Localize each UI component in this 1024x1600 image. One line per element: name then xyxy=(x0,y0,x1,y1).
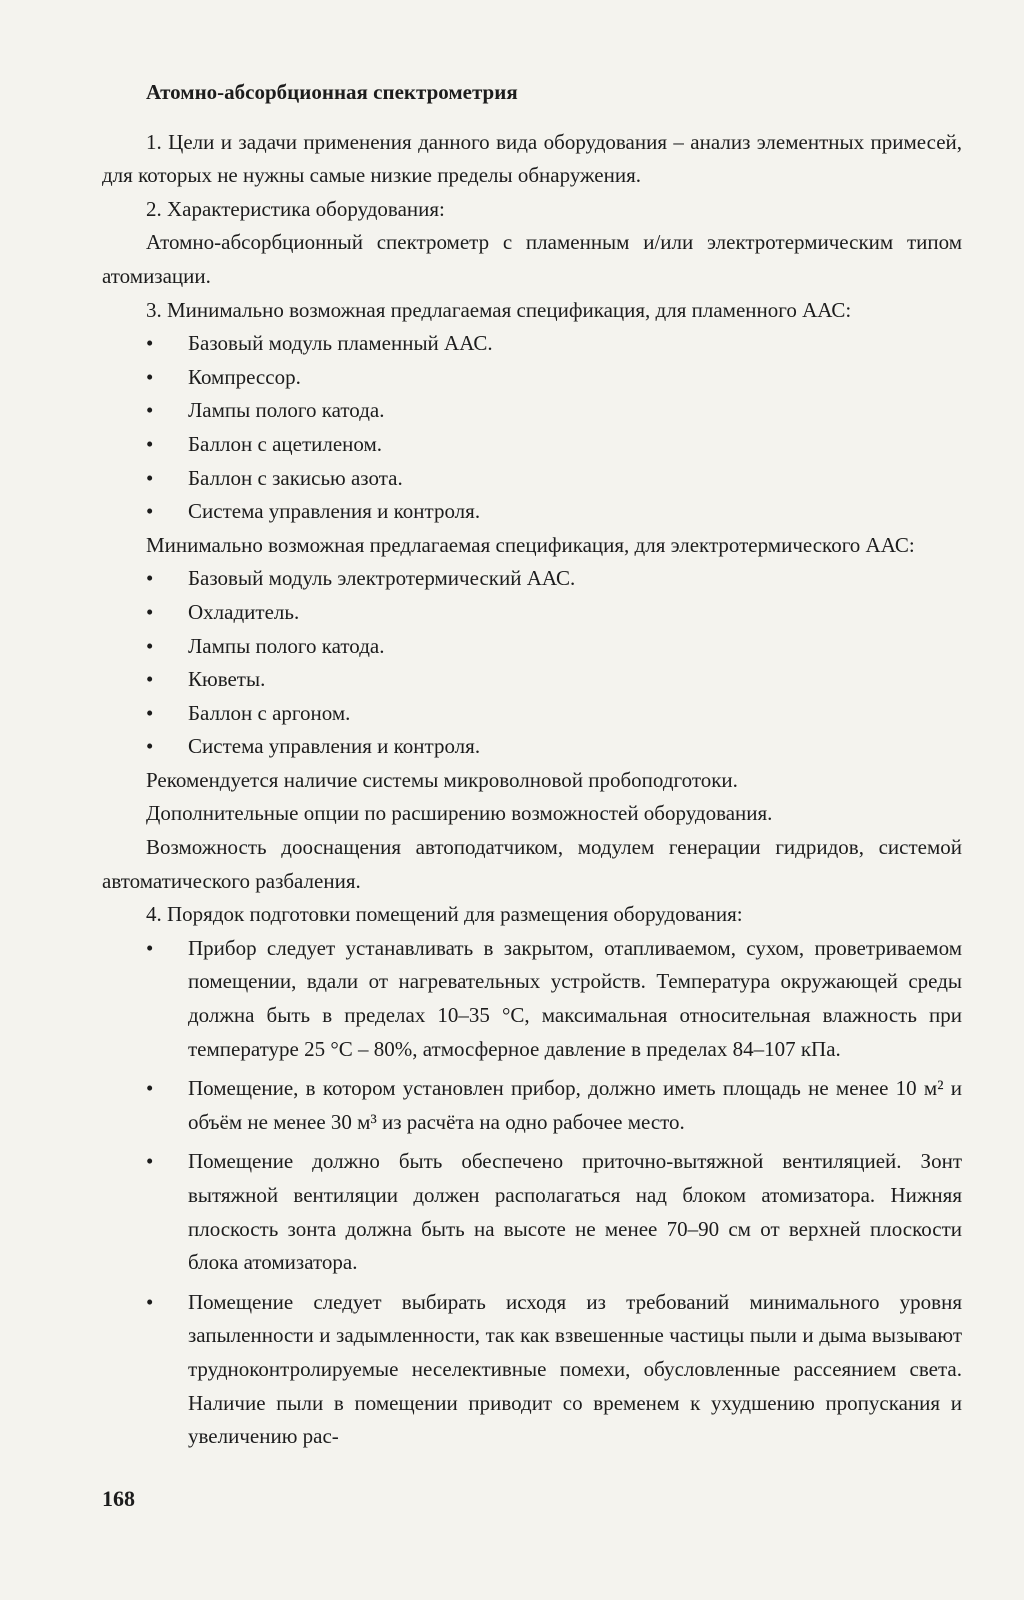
electro-spec-list xyxy=(102,562,962,764)
list-item: • Система управления и контроля. xyxy=(188,495,962,529)
list-item: • Охладитель. xyxy=(188,596,962,630)
list-item: • Баллон с закисью азота. xyxy=(188,462,962,496)
section-title: Атомно-абсорбционная спектрометрия xyxy=(146,80,518,104)
list-item: • Лампы полого катода. xyxy=(188,630,962,664)
list-item: • Лампы полого катода. xyxy=(188,394,962,428)
paragraph-goals: 1. Цели и задачи применения данного вида оборудования – анализ элементных примесей, для которых не нужны самые низкие пределы обнаружения. xyxy=(102,129,962,188)
list-item: • Баллон с ацетиленом. xyxy=(188,428,962,462)
list-item: • Базовый модуль пламенный ААС. xyxy=(188,327,962,361)
paragraph-characteristics-heading: 2. Характеристика оборудования: xyxy=(146,196,445,221)
page-number: 168 xyxy=(102,1486,135,1511)
list-item: • Система управления и контроля. xyxy=(188,730,962,764)
paragraph-upgrades: Возможность дооснащения автоподатчиком, модулем генерации гидридов, системой автоматического разбаления. xyxy=(102,835,962,893)
page-body xyxy=(102,76,962,1454)
list-item: • Прибор следует устанавливать в закрытом, отапливаемом, сухом, проветриваемом помещении, вдали от нагревательных устройств. Температура окружающей среды должна быть в пределах 10–35 °С, максимальная относительная влажность при температуре 25 °С – 80%, атмосферное давление в пределах 84–107 кПа. xyxy=(188,932,962,1066)
list-item: • Базовый модуль электротермический ААС. xyxy=(188,562,962,596)
list-item: • Баллон с аргоном. xyxy=(188,697,962,731)
list-item: • Компрессор. xyxy=(188,361,962,395)
paragraph-flame-spec-heading: 3. Минимально возможная предлагаемая спецификация, для пламенного ААС: xyxy=(146,297,852,322)
paragraph-characteristics: Атомно-абсорбционный спектрометр с пламенным и/или электротермическим типом атомизации. xyxy=(102,230,962,288)
list-item: • Помещение следует выбирать исходя из требований минимального уровня запыленности и задымленности, так как взвешенные частицы пыли и дыма вызывают трудноконтролируемые неселективные помехи, обусловленные рассеянием света. Наличие пыли в помещении приводит со временем к ухудшению пропускания и увеличению рас- xyxy=(188,1286,962,1454)
paragraph-electro-spec-heading: Минимально возможная предлагаемая спецификация, для электротермического ААС: xyxy=(146,532,915,557)
room-requirements-list xyxy=(102,932,962,1454)
paragraph-room-heading: 4. Порядок подготовки помещений для размещения оборудования: xyxy=(146,902,743,927)
list-item: • Помещение должно быть обеспечено приточно-вытяжной вентиляцией. Зонт вытяжной вентиляции должен располагаться над блоком атомизатора. Нижняя плоскость зонта должна быть на высоте не менее 70–90 см от верхней плоскости блока атомизатора. xyxy=(188,1145,962,1279)
list-item: • Кюветы. xyxy=(188,663,962,697)
flame-spec-list xyxy=(102,327,962,529)
paragraph-options: Дополнительные опции по расширению возможностей оборудования. xyxy=(146,801,773,826)
paragraph-microwave: Рекомендуется наличие системы микроволновой пробоподготоки. xyxy=(146,767,738,792)
list-item: • Помещение, в котором установлен прибор, должно иметь площадь не менее 10 м² и объём не менее 30 м³ из расчёта на одно рабочее место. xyxy=(188,1072,962,1139)
